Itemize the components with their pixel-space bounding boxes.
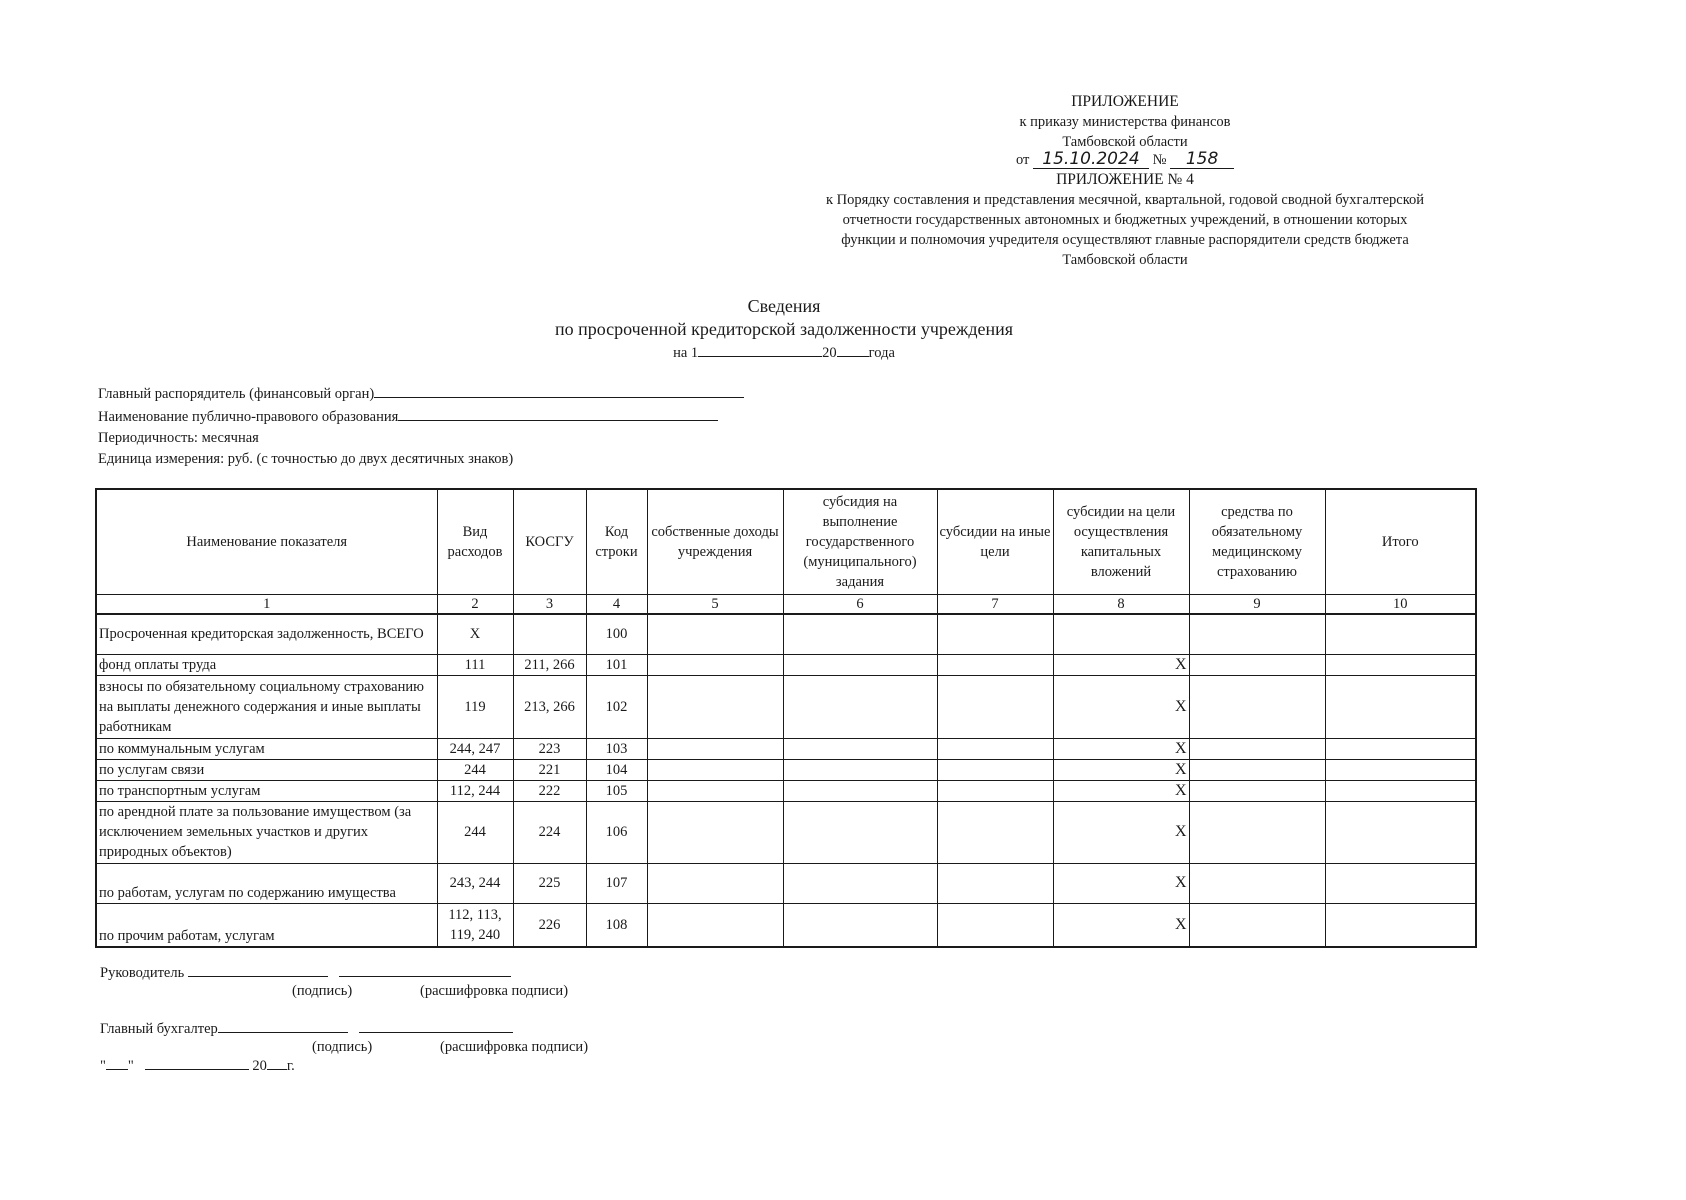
row-expense-type: 112, 113, 119, 240: [437, 903, 513, 947]
signing-date-line: [100, 1055, 295, 1076]
head-name-field[interactable]: [339, 962, 511, 977]
row-kosgu: 223: [513, 738, 586, 759]
cell-capital-subsidies[interactable]: X: [1053, 738, 1189, 759]
cell-other-subsidies[interactable]: [937, 654, 1053, 675]
order-number: 158: [1170, 150, 1234, 169]
cell-medical-insurance[interactable]: [1189, 863, 1325, 903]
cell-total[interactable]: [1325, 863, 1476, 903]
col-header-expense-type: Вид расходов: [437, 489, 513, 595]
manager-label: Главный распорядитель (финансовый орган): [98, 386, 375, 402]
col-header-medical-insurance: средства по обязательному медицинскому страхованию: [1189, 489, 1325, 595]
row-kosgu: 226: [513, 903, 586, 947]
cell-own-income[interactable]: [647, 654, 783, 675]
year-field[interactable]: [267, 1055, 287, 1070]
row-name: Просроченная кредиторская задолженность, ВСЕГО: [96, 614, 437, 654]
row-line-code: 105: [586, 780, 647, 801]
cell-capital-subsidies[interactable]: X: [1053, 780, 1189, 801]
row-expense-type: 111: [437, 654, 513, 675]
cell-medical-insurance[interactable]: [1189, 675, 1325, 738]
col-header-own-income: собственные доходы учреждения: [647, 489, 783, 595]
chief-accountant-label: Главный бухгалтер: [100, 1021, 218, 1037]
year-suffix: г.: [286, 1058, 295, 1074]
table-row: [96, 759, 1476, 780]
report-date-line: [0, 342, 1568, 362]
col-number: 1: [96, 595, 437, 615]
cell-state-task-subsidy[interactable]: [783, 780, 937, 801]
column-number-row: [96, 595, 1476, 615]
cell-capital-subsidies[interactable]: [1053, 614, 1189, 654]
cell-state-task-subsidy[interactable]: [783, 801, 937, 863]
cell-capital-subsidies[interactable]: X: [1053, 801, 1189, 863]
row-kosgu: 225: [513, 863, 586, 903]
accountant-decode-caption: (расшифровка подписи): [440, 1039, 589, 1055]
accountant-signature-field[interactable]: [218, 1018, 348, 1033]
head-signature-line: [100, 962, 511, 983]
number-label: №: [1152, 152, 1167, 168]
procedure-line-4: Тамбовской области: [1062, 252, 1188, 268]
header-row: [96, 489, 1476, 595]
cell-other-subsidies[interactable]: [937, 759, 1053, 780]
cell-other-subsidies[interactable]: [937, 903, 1053, 947]
cell-total[interactable]: [1325, 675, 1476, 738]
cell-medical-insurance[interactable]: [1189, 738, 1325, 759]
col-number: 2: [437, 595, 513, 615]
row-kosgu: 222: [513, 780, 586, 801]
row-name: по услугам связи: [96, 759, 437, 780]
appendix-header: [760, 92, 1490, 270]
cell-other-subsidies[interactable]: [937, 614, 1053, 654]
entity-line: [98, 406, 718, 428]
order-reference: к приказу министерства финансов: [1019, 114, 1231, 130]
row-name: по транспортным услугам: [96, 780, 437, 801]
table-row: [96, 903, 1476, 947]
row-line-code: 104: [586, 759, 647, 780]
row-expense-type: 112, 244: [437, 780, 513, 801]
accountant-signature-line: [100, 1018, 513, 1039]
cell-medical-insurance[interactable]: [1189, 654, 1325, 675]
row-expense-type: 244: [437, 759, 513, 780]
head-decode-caption: (расшифровка подписи): [420, 983, 569, 999]
day-field[interactable]: [106, 1055, 128, 1070]
year-prefix: 20: [822, 345, 837, 361]
procedure-line-3: функции и полномочия учредителя осуществляют главные распорядители средств бюджета: [841, 232, 1409, 248]
col-number: 4: [586, 595, 647, 615]
overdue-payables-table: [95, 488, 1477, 948]
cell-total[interactable]: [1325, 759, 1476, 780]
cell-total[interactable]: [1325, 780, 1476, 801]
cell-total[interactable]: [1325, 801, 1476, 863]
cell-capital-subsidies[interactable]: X: [1053, 675, 1189, 738]
entity-label: Наименование публично-правового образования: [98, 409, 399, 425]
col-header-name: Наименование показателя: [96, 489, 437, 595]
date-prefix: на 1: [673, 345, 699, 361]
cell-own-income[interactable]: [647, 780, 783, 801]
row-expense-type: 244, 247: [437, 738, 513, 759]
cell-medical-insurance[interactable]: [1189, 759, 1325, 780]
col-header-kosgu: КОСГУ: [513, 489, 586, 595]
cell-total[interactable]: [1325, 903, 1476, 947]
manager-field[interactable]: [374, 383, 744, 398]
row-name: по прочим работам, услугам: [96, 903, 437, 947]
cell-state-task-subsidy[interactable]: [783, 903, 937, 947]
cell-state-task-subsidy[interactable]: [783, 654, 937, 675]
cell-medical-insurance[interactable]: [1189, 801, 1325, 863]
row-name: по коммунальным услугам: [96, 738, 437, 759]
head-signature-field[interactable]: [188, 962, 328, 977]
col-number: 3: [513, 595, 586, 615]
table-row: [96, 738, 1476, 759]
table-row: [96, 801, 1476, 863]
row-kosgu: 221: [513, 759, 586, 780]
cell-medical-insurance[interactable]: [1189, 903, 1325, 947]
cell-state-task-subsidy[interactable]: [783, 863, 937, 903]
date-blank[interactable]: [698, 342, 822, 357]
row-line-code: 100: [586, 614, 647, 654]
row-expense-type: 243, 244: [437, 863, 513, 903]
row-kosgu: 224: [513, 801, 586, 863]
row-line-code: 107: [586, 863, 647, 903]
document-title: Сведения: [747, 296, 821, 316]
procedure-line-1: к Порядку составления и представления месячной, квартальной, годовой сводной бухгалтерской: [825, 192, 1425, 208]
col-header-line-code: Код строки: [586, 489, 647, 595]
row-line-code: 108: [586, 903, 647, 947]
document-subtitle: по просроченной кредиторской задолженности учреждения: [554, 319, 1014, 339]
order-date: 15.10.2024: [1033, 150, 1149, 169]
cell-own-income[interactable]: [647, 614, 783, 654]
head-label: Руководитель: [100, 965, 185, 981]
row-expense-type: 119: [437, 675, 513, 738]
cell-own-income[interactable]: [647, 675, 783, 738]
order-date-line: [760, 150, 1490, 170]
cell-capital-subsidies[interactable]: X: [1053, 654, 1189, 675]
row-name: фонд оплаты труда: [96, 654, 437, 675]
cell-other-subsidies[interactable]: [937, 801, 1053, 863]
cell-other-subsidies[interactable]: [937, 675, 1053, 738]
cell-other-subsidies[interactable]: [937, 780, 1053, 801]
cell-capital-subsidies[interactable]: X: [1053, 759, 1189, 780]
table-row: [96, 614, 1476, 654]
table-row: [96, 780, 1476, 801]
measurement-unit: Единица измерения: руб. (с точностью до двух десятичных знаков): [98, 451, 514, 467]
cell-own-income[interactable]: [647, 738, 783, 759]
year-suffix: года: [868, 345, 895, 361]
year-prefix: 20: [252, 1058, 267, 1074]
table-row: [96, 675, 1476, 738]
row-kosgu: [513, 614, 586, 654]
head-signature-caption: (подпись): [292, 983, 353, 999]
appendix-4-label: ПРИЛОЖЕНИЕ № 4: [1056, 171, 1194, 188]
table-row: [96, 654, 1476, 675]
col-number: 6: [783, 595, 937, 615]
cell-state-task-subsidy[interactable]: [783, 614, 937, 654]
from-label: от: [1015, 152, 1030, 168]
col-number: 7: [937, 595, 1053, 615]
cell-other-subsidies[interactable]: [937, 863, 1053, 903]
cell-state-task-subsidy[interactable]: [783, 738, 937, 759]
cell-state-task-subsidy[interactable]: [783, 675, 937, 738]
appendix-label: ПРИЛОЖЕНИЕ: [1071, 93, 1179, 110]
row-line-code: 103: [586, 738, 647, 759]
row-name: взносы по обязательному социальному страхованию на выплаты денежного содержания и иные выплаты работникам: [96, 675, 437, 738]
row-kosgu: 211, 266: [513, 654, 586, 675]
col-header-total: Итого: [1325, 489, 1476, 595]
row-line-code: 101: [586, 654, 647, 675]
row-name: по арендной плате за пользование имуществом (за исключением земельных участков и других природных объектов): [96, 801, 437, 863]
region-name: Тамбовской области: [1062, 134, 1188, 150]
cell-own-income[interactable]: [647, 759, 783, 780]
cell-other-subsidies[interactable]: [937, 738, 1053, 759]
row-expense-type: 244: [437, 801, 513, 863]
row-expense-type: X: [437, 614, 513, 654]
col-header-state-task-subsidy: субсидия на выполнение государственного (муниципального) задания: [783, 489, 937, 595]
cell-total[interactable]: [1325, 738, 1476, 759]
periodicity: Периодичность: месячная: [98, 430, 259, 446]
table-row: [96, 863, 1476, 903]
cell-total[interactable]: [1325, 654, 1476, 675]
year-blank[interactable]: [837, 342, 869, 357]
cell-capital-subsidies[interactable]: X: [1053, 863, 1189, 903]
cell-state-task-subsidy[interactable]: [783, 759, 937, 780]
cell-total[interactable]: [1325, 614, 1476, 654]
cell-medical-insurance[interactable]: [1189, 614, 1325, 654]
entity-field[interactable]: [398, 406, 718, 421]
row-kosgu: 213, 266: [513, 675, 586, 738]
row-name: по работам, услугам по содержанию имущества: [96, 863, 437, 903]
cell-own-income[interactable]: [647, 863, 783, 903]
col-number: 9: [1189, 595, 1325, 615]
cell-capital-subsidies[interactable]: X: [1053, 903, 1189, 947]
col-number: 5: [647, 595, 783, 615]
quote-open: ": [100, 1058, 106, 1074]
col-number: 10: [1325, 595, 1476, 615]
row-line-code: 102: [586, 675, 647, 738]
month-field[interactable]: [145, 1055, 249, 1070]
procedure-line-2: отчетности государственных автономных и бюджетных учреждений, в отношении которых: [842, 212, 1408, 228]
quote-close: ": [127, 1058, 134, 1074]
manager-line: [98, 383, 744, 405]
cell-own-income[interactable]: [647, 903, 783, 947]
row-line-code: 106: [586, 801, 647, 863]
col-header-other-subsidies: субсидии на иные цели: [937, 489, 1053, 595]
cell-medical-insurance[interactable]: [1189, 780, 1325, 801]
accountant-signature-caption: (подпись): [312, 1039, 373, 1055]
col-header-capital-subsidies: субсидии на цели осуществления капитальных вложений: [1053, 489, 1189, 595]
cell-own-income[interactable]: [647, 801, 783, 863]
accountant-name-field[interactable]: [359, 1018, 513, 1033]
col-number: 8: [1053, 595, 1189, 615]
